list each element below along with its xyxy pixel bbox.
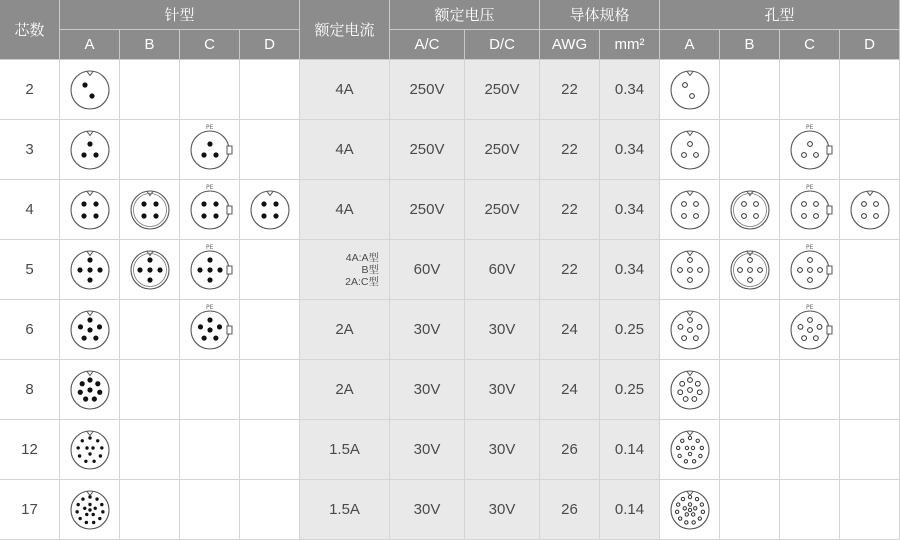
connector-pin-face-icon [244,184,296,236]
voltage-dc-cell: 250V [465,120,540,180]
awg-cell: 24 [540,360,600,420]
awg-cell: 26 [540,480,600,540]
header-mm2: mm² [600,30,660,60]
pin-C-cell [180,420,240,480]
cores-cell: 8 [0,360,60,420]
voltage-ac-cell: 30V [390,420,465,480]
rated-current-cell [300,180,390,240]
svg-text:PE: PE [205,303,213,311]
pin-A-cell [60,300,120,360]
pin-D-cell [240,420,300,480]
hole-C-cell [780,120,840,180]
connector-pin-face-icon [184,244,236,296]
header-hole-type: 孔型 [660,0,900,30]
hole-C-cell [780,420,840,480]
connector-hole-face-icon [664,364,716,416]
connector-pin-face-icon [184,304,236,356]
connector-pin-face-icon [64,64,116,116]
pin-A-cell [60,60,120,120]
svg-text:PE: PE [205,243,213,251]
mm2-cell: 0.14 [600,420,660,480]
svg-text:PE: PE [205,183,213,191]
pin-D-cell [240,360,300,420]
hole-C-cell [780,60,840,120]
pin-C-cell [180,300,240,360]
hole-A-cell [660,480,720,540]
rated-current-cell [300,60,390,120]
pin-A-cell [60,180,120,240]
voltage-dc-cell: 250V [465,60,540,120]
current-text: B型 [361,263,379,276]
voltage-dc-cell: 30V [465,480,540,540]
hole-C-cell [780,180,840,240]
voltage-ac-cell: 30V [390,360,465,420]
pin-D-cell [240,480,300,540]
connector-pin-face-icon [124,244,176,296]
hole-D-cell [840,240,900,300]
pin-B-cell [120,360,180,420]
mm2-cell: 0.34 [600,240,660,300]
hole-D-cell [840,120,900,180]
hole-B-cell [720,60,780,120]
header-cores: 芯数 [0,0,60,60]
connector-pin-face-icon [64,184,116,236]
pin-B-cell [120,120,180,180]
svg-text:PE: PE [205,123,213,131]
hole-B-cell [720,240,780,300]
svg-text:PE: PE [805,243,813,251]
current-text: 4A [335,141,354,158]
hole-C-cell [780,480,840,540]
current-text: 2A [335,321,354,338]
connector-pin-face-icon [124,184,176,236]
pin-C-cell [180,180,240,240]
hole-B-cell [720,300,780,360]
header-hole-coding-A: A [660,30,720,60]
mm2-cell: 0.34 [600,60,660,120]
awg-cell: 22 [540,180,600,240]
voltage-dc-cell: 250V [465,180,540,240]
header-awg: AWG [540,30,600,60]
pin-B-cell [120,240,180,300]
connector-pin-face-icon [64,244,116,296]
awg-cell: 22 [540,60,600,120]
rated-current-cell [300,300,390,360]
svg-text:PE: PE [805,183,813,191]
hole-A-cell [660,60,720,120]
voltage-ac-cell: 60V [390,240,465,300]
pin-C-cell [180,360,240,420]
connector-hole-face-icon [784,244,836,296]
voltage-dc-cell: 30V [465,300,540,360]
cores-cell: 2 [0,60,60,120]
connector-hole-face-icon [664,244,716,296]
hole-B-cell [720,360,780,420]
hole-B-cell [720,420,780,480]
header-voltage-ac: A/C [390,30,465,60]
connector-pin-face-icon [64,124,116,176]
pin-D-cell [240,180,300,240]
connector-hole-face-icon [664,304,716,356]
hole-A-cell [660,300,720,360]
connector-hole-face-icon [784,124,836,176]
pin-A-cell [60,240,120,300]
header-hole-coding-B: B [720,30,780,60]
awg-cell: 22 [540,240,600,300]
pin-A-cell [60,480,120,540]
connector-pin-face-icon [64,364,116,416]
rated-current-cell [300,120,390,180]
header-hole-coding-D: D [840,30,900,60]
current-text: 1.5A [329,501,360,518]
cores-cell: 5 [0,240,60,300]
rated-current-cell [300,420,390,480]
awg-cell: 24 [540,300,600,360]
hole-A-cell [660,120,720,180]
connector-hole-face-icon [724,244,776,296]
pin-C-cell [180,120,240,180]
rated-current-cell [300,360,390,420]
awg-cell: 26 [540,420,600,480]
pin-A-cell [60,120,120,180]
pin-C-cell [180,480,240,540]
connector-hole-face-icon [784,304,836,356]
cores-cell: 12 [0,420,60,480]
mm2-cell: 0.34 [600,120,660,180]
header-conductor-spec: 导体规格 [540,0,660,30]
connector-hole-face-icon [844,184,896,236]
awg-cell: 22 [540,120,600,180]
connector-pin-face-icon [64,424,116,476]
pin-B-cell [120,300,180,360]
header-pin-coding-C: C [180,30,240,60]
current-text: 2A [335,381,354,398]
svg-text:PE: PE [805,303,813,311]
voltage-dc-cell: 30V [465,420,540,480]
current-text: 1.5A [329,441,360,458]
connector-pin-face-icon [184,124,236,176]
mm2-cell: 0.25 [600,360,660,420]
header-pin-coding-A: A [60,30,120,60]
hole-B-cell [720,180,780,240]
connector-pin-face-icon [64,304,116,356]
header-voltage-dc: D/C [465,30,540,60]
voltage-dc-cell: 30V [465,360,540,420]
connector-hole-face-icon [724,184,776,236]
hole-B-cell [720,120,780,180]
pin-C-cell [180,240,240,300]
connector-pin-face-icon [64,484,116,536]
hole-A-cell [660,420,720,480]
pin-B-cell [120,60,180,120]
hole-D-cell [840,480,900,540]
header-pin-type: 针型 [60,0,300,30]
connector-hole-face-icon [664,484,716,536]
hole-C-cell [780,240,840,300]
current-text: 4A [335,81,354,98]
hole-D-cell [840,60,900,120]
connector-hole-face-icon [664,184,716,236]
mm2-cell: 0.25 [600,300,660,360]
hole-C-cell [780,360,840,420]
voltage-dc-cell: 60V [465,240,540,300]
hole-B-cell [720,480,780,540]
cores-cell: 6 [0,300,60,360]
voltage-ac-cell: 30V [390,300,465,360]
header-pin-coding-B: B [120,30,180,60]
voltage-ac-cell: 250V [390,180,465,240]
connector-hole-face-icon [664,124,716,176]
pin-B-cell [120,420,180,480]
current-text: 4A [335,201,354,218]
hole-D-cell [840,420,900,480]
connector-hole-face-icon [664,64,716,116]
mm2-cell: 0.34 [600,180,660,240]
connector-hole-face-icon [784,184,836,236]
svg-text:PE: PE [805,123,813,131]
pin-A-cell [60,420,120,480]
cores-cell: 3 [0,120,60,180]
connector-pin-face-icon [184,184,236,236]
pin-A-cell [60,360,120,420]
rated-current-cell [300,240,390,300]
hole-D-cell [840,300,900,360]
mm2-cell: 0.14 [600,480,660,540]
pin-D-cell [240,120,300,180]
header-pin-coding-D: D [240,30,300,60]
hole-A-cell [660,240,720,300]
pin-B-cell [120,480,180,540]
header-rated-current: 额定电流 [300,0,390,60]
connector-hole-face-icon [664,424,716,476]
pin-D-cell [240,240,300,300]
current-text: 2A:C型 [345,275,379,288]
pin-D-cell [240,300,300,360]
voltage-ac-cell: 30V [390,480,465,540]
hole-A-cell [660,180,720,240]
pin-C-cell [180,60,240,120]
hole-C-cell [780,300,840,360]
hole-A-cell [660,360,720,420]
voltage-ac-cell: 250V [390,60,465,120]
current-text: 4A:A型 [345,251,379,264]
cores-cell: 4 [0,180,60,240]
rated-current-cell [300,480,390,540]
pin-B-cell [120,180,180,240]
header-hole-coding-C: C [780,30,840,60]
hole-D-cell [840,180,900,240]
voltage-ac-cell: 250V [390,120,465,180]
header-rated-voltage: 额定电压 [390,0,540,30]
cores-cell: 17 [0,480,60,540]
pin-D-cell [240,60,300,120]
hole-D-cell [840,360,900,420]
